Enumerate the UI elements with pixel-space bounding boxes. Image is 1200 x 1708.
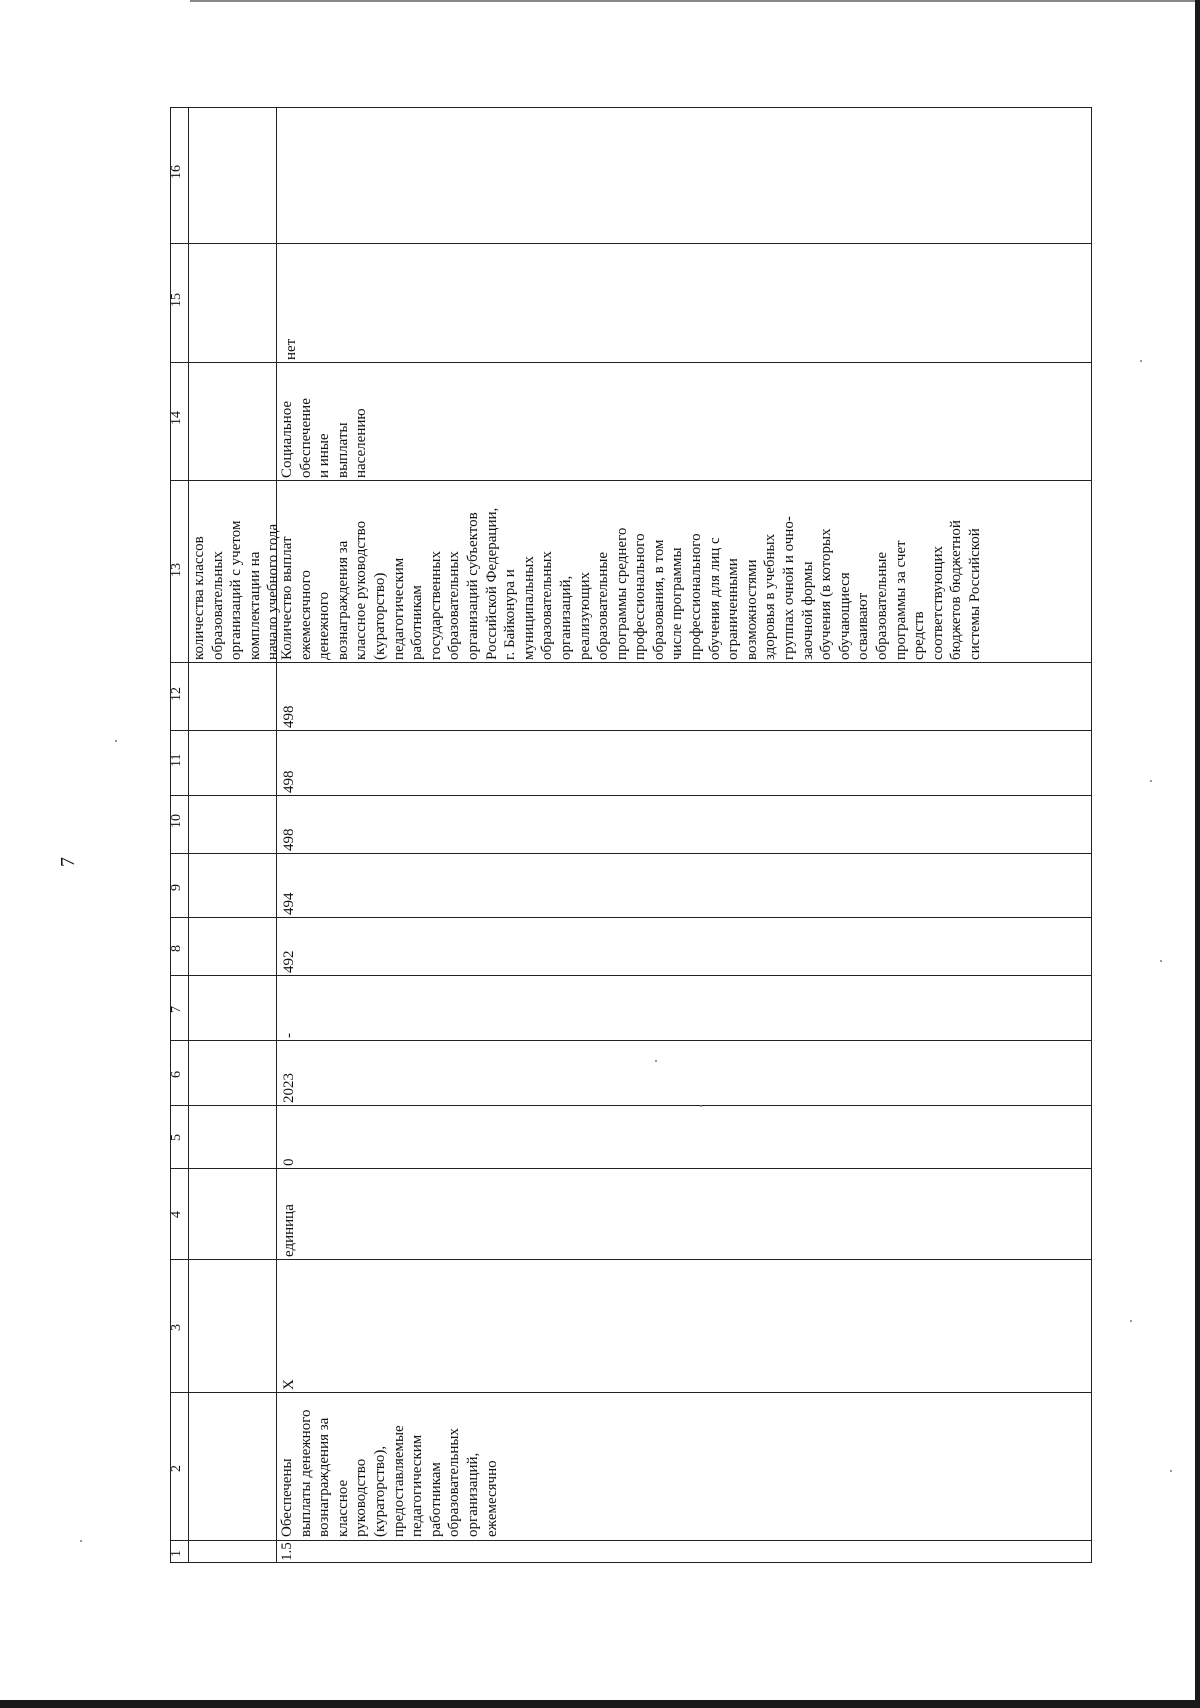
cell-line: здоровья в учебных	[762, 533, 779, 660]
cell-line: классное	[334, 1479, 351, 1537]
cell-line: обучения (в которых	[818, 528, 835, 660]
cell-line: выплаты денежного	[297, 1409, 314, 1537]
cell-line: работникам	[427, 1462, 444, 1537]
cell-line: руководство	[353, 1458, 370, 1537]
col7-cell: -	[281, 1033, 297, 1038]
page-number: 7	[57, 857, 79, 867]
cell-line: соответствующих	[929, 546, 946, 660]
cell-line: организаций,	[464, 1452, 481, 1537]
col-header-3: 3	[169, 1324, 184, 1331]
col-sep-13-12	[170, 662, 1092, 663]
col-header-8: 8	[169, 945, 184, 952]
cell-line: работникам	[409, 585, 426, 660]
col9-value-cell: 494	[281, 892, 297, 915]
cell-line: образовательные	[874, 551, 890, 660]
cell-line: обучения для лиц с	[706, 537, 723, 660]
col11-value-cell: 498	[281, 770, 297, 793]
cell-line: обучающиеся	[836, 572, 853, 660]
base-year-cell: 2023	[281, 1073, 297, 1103]
cell-line: организаций с учетом	[228, 520, 245, 660]
cell-line: комплектации на	[246, 551, 263, 660]
header-band-divider	[188, 107, 189, 1563]
cell-line: организаций,	[557, 575, 574, 660]
scan-speckle	[80, 1540, 82, 1542]
col-sep-10-9	[170, 853, 1092, 854]
cell-line: г. Байконура и	[502, 569, 519, 660]
scan-speckle	[655, 1060, 657, 1062]
cell-line: вознаграждения за	[316, 1417, 333, 1537]
row-number-cell: 1.5	[279, 1542, 295, 1561]
scan-speckle	[1130, 1320, 1132, 1322]
col-sep-5-4	[170, 1168, 1092, 1169]
scan-top-edge	[190, 0, 1200, 2]
col-sep-8-7	[170, 975, 1092, 976]
cell-line: образовательных	[539, 551, 556, 660]
col-header-14: 14	[169, 411, 184, 425]
scan-speckle	[1170, 1470, 1172, 1472]
scan-speckle	[1150, 780, 1152, 782]
cell-line: числе программы	[669, 547, 686, 660]
cell-line: заочной формы	[799, 561, 816, 660]
col-sep-11-10	[170, 795, 1092, 796]
col-sep-16-15	[170, 243, 1092, 244]
cell-line: образовательных	[209, 551, 226, 660]
col3-cell: Х	[281, 1379, 297, 1390]
cell-line: населению	[353, 408, 370, 478]
cell-line: педагогическим	[409, 1434, 426, 1537]
col10-value-cell: 498	[281, 828, 297, 851]
base-value-cell: 0	[281, 1158, 297, 1166]
col-sep-6-5	[170, 1105, 1092, 1106]
cell-line: начало учебного года	[265, 523, 282, 660]
col-header-6: 6	[169, 1071, 184, 1078]
col-sep-2-1	[170, 1540, 1092, 1541]
col-sep-14-13	[170, 480, 1092, 481]
unit-cell: единица	[281, 1204, 297, 1257]
col-header-5: 5	[169, 1134, 184, 1141]
cell-line: Обеспечены	[279, 1458, 295, 1537]
cell-line: (кураторство)	[371, 572, 388, 660]
col-header-7: 7	[169, 1006, 184, 1013]
cell-line: реализующих	[576, 571, 593, 660]
cell-line: ограниченными	[725, 558, 742, 660]
scan-speckle	[1160, 960, 1162, 962]
col-header-16: 16	[169, 165, 184, 179]
cell-line: муниципальных	[520, 556, 537, 660]
cell-line: осваивают	[855, 592, 872, 660]
col-header-10: 10	[169, 814, 184, 828]
col-header-2: 2	[169, 1465, 184, 1472]
cell-line: профессионального	[632, 533, 649, 660]
cell-line: (кураторство),	[371, 1445, 388, 1537]
cell-line: педагогическим	[390, 557, 407, 660]
col-header-1: 1	[169, 1550, 184, 1557]
cell-line: денежного	[316, 591, 333, 660]
cell-line: профессионального	[688, 533, 705, 660]
scan-speckle	[115, 740, 117, 742]
col-header-4: 4	[169, 1211, 184, 1218]
prev-row-divider	[276, 107, 277, 1563]
cell-line: выплаты	[334, 422, 351, 478]
col-header-13: 13	[169, 563, 184, 577]
cell-line: классное руководство	[353, 520, 370, 660]
cell-line: образовательные	[595, 551, 612, 660]
col-sep-12-11	[170, 730, 1092, 731]
scan-right-edge	[1195, 0, 1200, 1708]
col-sep-9-8	[170, 917, 1092, 918]
col8-value-cell: 492	[281, 950, 297, 973]
col-header-15: 15	[169, 293, 184, 307]
indicator-name-cell	[278, 1410, 501, 1537]
col15-cell: нет	[283, 338, 299, 360]
data-table	[170, 107, 1092, 1563]
col12-value-cell: 498	[281, 705, 297, 728]
cell-line: обеспечение	[297, 398, 314, 478]
col-header-12: 12	[169, 687, 184, 701]
col-sep-15-14	[170, 362, 1092, 363]
col-sep-3-2	[170, 1392, 1092, 1393]
method-description-cell	[278, 508, 985, 660]
cell-line: организаций субъектов	[464, 512, 481, 660]
cell-line: образования, в том	[650, 539, 667, 660]
cell-line: средств	[911, 611, 928, 660]
col-sep-4-3	[170, 1259, 1092, 1260]
col-header-11: 11	[169, 753, 184, 767]
cell-line: программы среднего	[613, 527, 630, 660]
cell-line: ежемесячного	[297, 570, 314, 660]
col-header-9: 9	[169, 884, 184, 891]
table-border	[170, 107, 1092, 1563]
cell-line: программы за счет	[892, 540, 909, 660]
scan-speckle	[700, 1105, 702, 1107]
cell-line: государственных	[427, 551, 444, 660]
cell-line: и иные	[316, 433, 333, 478]
cell-line: Количество выплат	[279, 536, 295, 660]
expense-type-cell	[278, 398, 371, 478]
scan-bottom-edge	[0, 1700, 1200, 1708]
cell-line: образовательных	[446, 551, 463, 660]
cell-line: группах очной и очно-	[781, 516, 798, 660]
prev-row-col13-text	[190, 521, 283, 660]
scan-speckle	[1140, 360, 1142, 362]
cell-line: количества классов	[191, 536, 207, 660]
cell-line: предоставляемые	[390, 1425, 407, 1537]
cell-line: образовательных	[446, 1428, 463, 1537]
cell-line: возможностями	[743, 559, 760, 660]
cell-line: системы Российской	[966, 528, 983, 660]
cell-line: ежемесячно	[483, 1460, 500, 1537]
cell-line: Социальное	[279, 400, 295, 478]
col-sep-7-6	[170, 1040, 1092, 1041]
cell-line: бюджетов бюджетной	[948, 520, 965, 660]
cell-line: вознаграждения за	[334, 540, 351, 660]
cell-line: Российской Федерации,	[483, 507, 500, 660]
